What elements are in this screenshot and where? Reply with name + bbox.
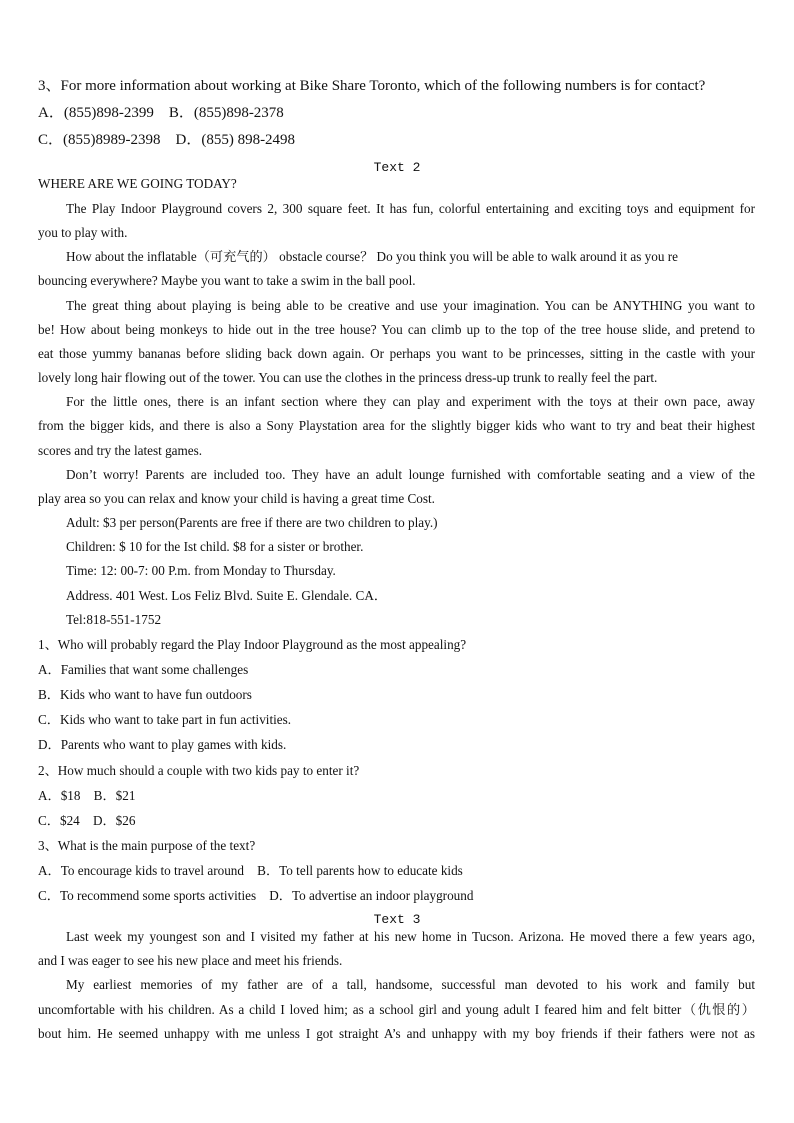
passage-line: Tel:818-551-1752 [66,612,162,627]
section-heading: Text 2 [373,160,421,175]
passage-line: lovely long hair flowing out of the tower. You can use the clothes in the princess dress-up trunk to really feel the part. [38,370,658,385]
section-heading: Text 3 [373,912,421,927]
passage-line: scores and try the latest games. [38,443,203,458]
passage-line: Address. 401 West. Los Feliz Blvd. Suite E. Glendale. CA． [66,588,388,603]
answer-options: A．$18 B．$21 [38,788,136,803]
question-text: 3、For more information about working at Bike Share Toronto, which of the following numbers is for contact? [38,78,706,94]
answer-options: A．To encourage kids to travel around B．To tell parents how to educate kids [38,863,463,878]
question-text: 2、How much should a couple with two kids pay to enter it? [38,763,360,778]
answer-option: A．Families that want some challenges [38,662,249,677]
answer-options: C．$24 D．$26 [38,813,136,828]
passage-line: Don’t worry! Parents are included too. They have an adult lounge furnished with comfortable seating and a view of the [66,467,755,482]
passage-line: Last week my youngest son and I visited my father at his new home in Tucson. Arizona. He moved there a few years ago, [66,929,755,944]
passage-line: Children: $ 10 for the Ist child. $8 for a sister or brother. [66,539,364,554]
question-text: 1、Who will probably regard the Play Indoor Playground as the most appealing? [38,637,467,652]
answer-option: B．Kids who want to have fun outdoors [38,687,252,702]
passage-line: Time: 12: 00-7: 00 P.m. from Monday to Thursday. [66,563,336,578]
passage-line: How about the inflatable（可充气的） obstacle course？ Do you think you will be able to walk around it as you re [66,249,678,264]
passage-title: WHERE ARE WE GOING TODAY? [38,176,237,191]
passage-line: bouncing everywhere? Maybe you want to take a swim in the ball pool. [38,273,416,288]
passage-line: and I was eager to see his new place and meet his friends. [38,953,343,968]
passage-line: The great thing about playing is being able to be creative and use your imagination. You can be ANYTHING you want to [66,298,755,313]
answer-options: A．(855)898-2399 B．(855)898-2378 [38,105,284,121]
passage-line: uncomfortable with his children. As a child I loved him; as a school girl and young adult I feared him and felt bitter（仇恨的） [38,1002,755,1017]
question-text: 3、What is the main purpose of the text? [38,838,256,853]
answer-option: D．Parents who want to play games with kids. [38,737,287,752]
passage-line: play area so you can relax and know your child is having a great time Cost. [38,491,435,506]
answer-option: C．Kids who want to take part in fun activities. [38,712,292,727]
answer-options: C．To recommend some sports activities D．To advertise an indoor playground [38,888,474,903]
passage-line: from the bigger kids, and there is also a Sony Playstation area for the slightly bigger kids who want to try and beat their highest [38,418,755,433]
passage-line: bout him. He seemed unhappy with me unless I got straight A’s and unhappy with my boy friends if their fathers were not as [38,1026,755,1041]
passage-line: you to play with. [38,225,128,240]
passage-line: Adult: $3 per person(Parents are free if there are two children to play.) [66,515,438,530]
passage-line: The Play Indoor Playground covers 2, 300 square feet. It has fun, colorful entertaining and exciting toys and equipment for [66,201,755,216]
passage-line: For the little ones, there is an infant section where they can play and experiment with the toys at their own pace, away [66,394,755,409]
passage-line: My earliest memories of my father are of a tall, handsome, successful man devoted to his work and family but [66,977,755,992]
passage-line: be! How about being monkeys to hide out in the tree house? You can climb up to the top of the tree house slide, and pretend to [38,322,755,337]
passage-line: eat those yummy bananas before sliding back down again. Or perhaps you want to be princesses, sitting in the castle with your [38,346,755,361]
answer-options: C．(855)8989-2398 D．(855) 898-2498 [38,132,296,148]
